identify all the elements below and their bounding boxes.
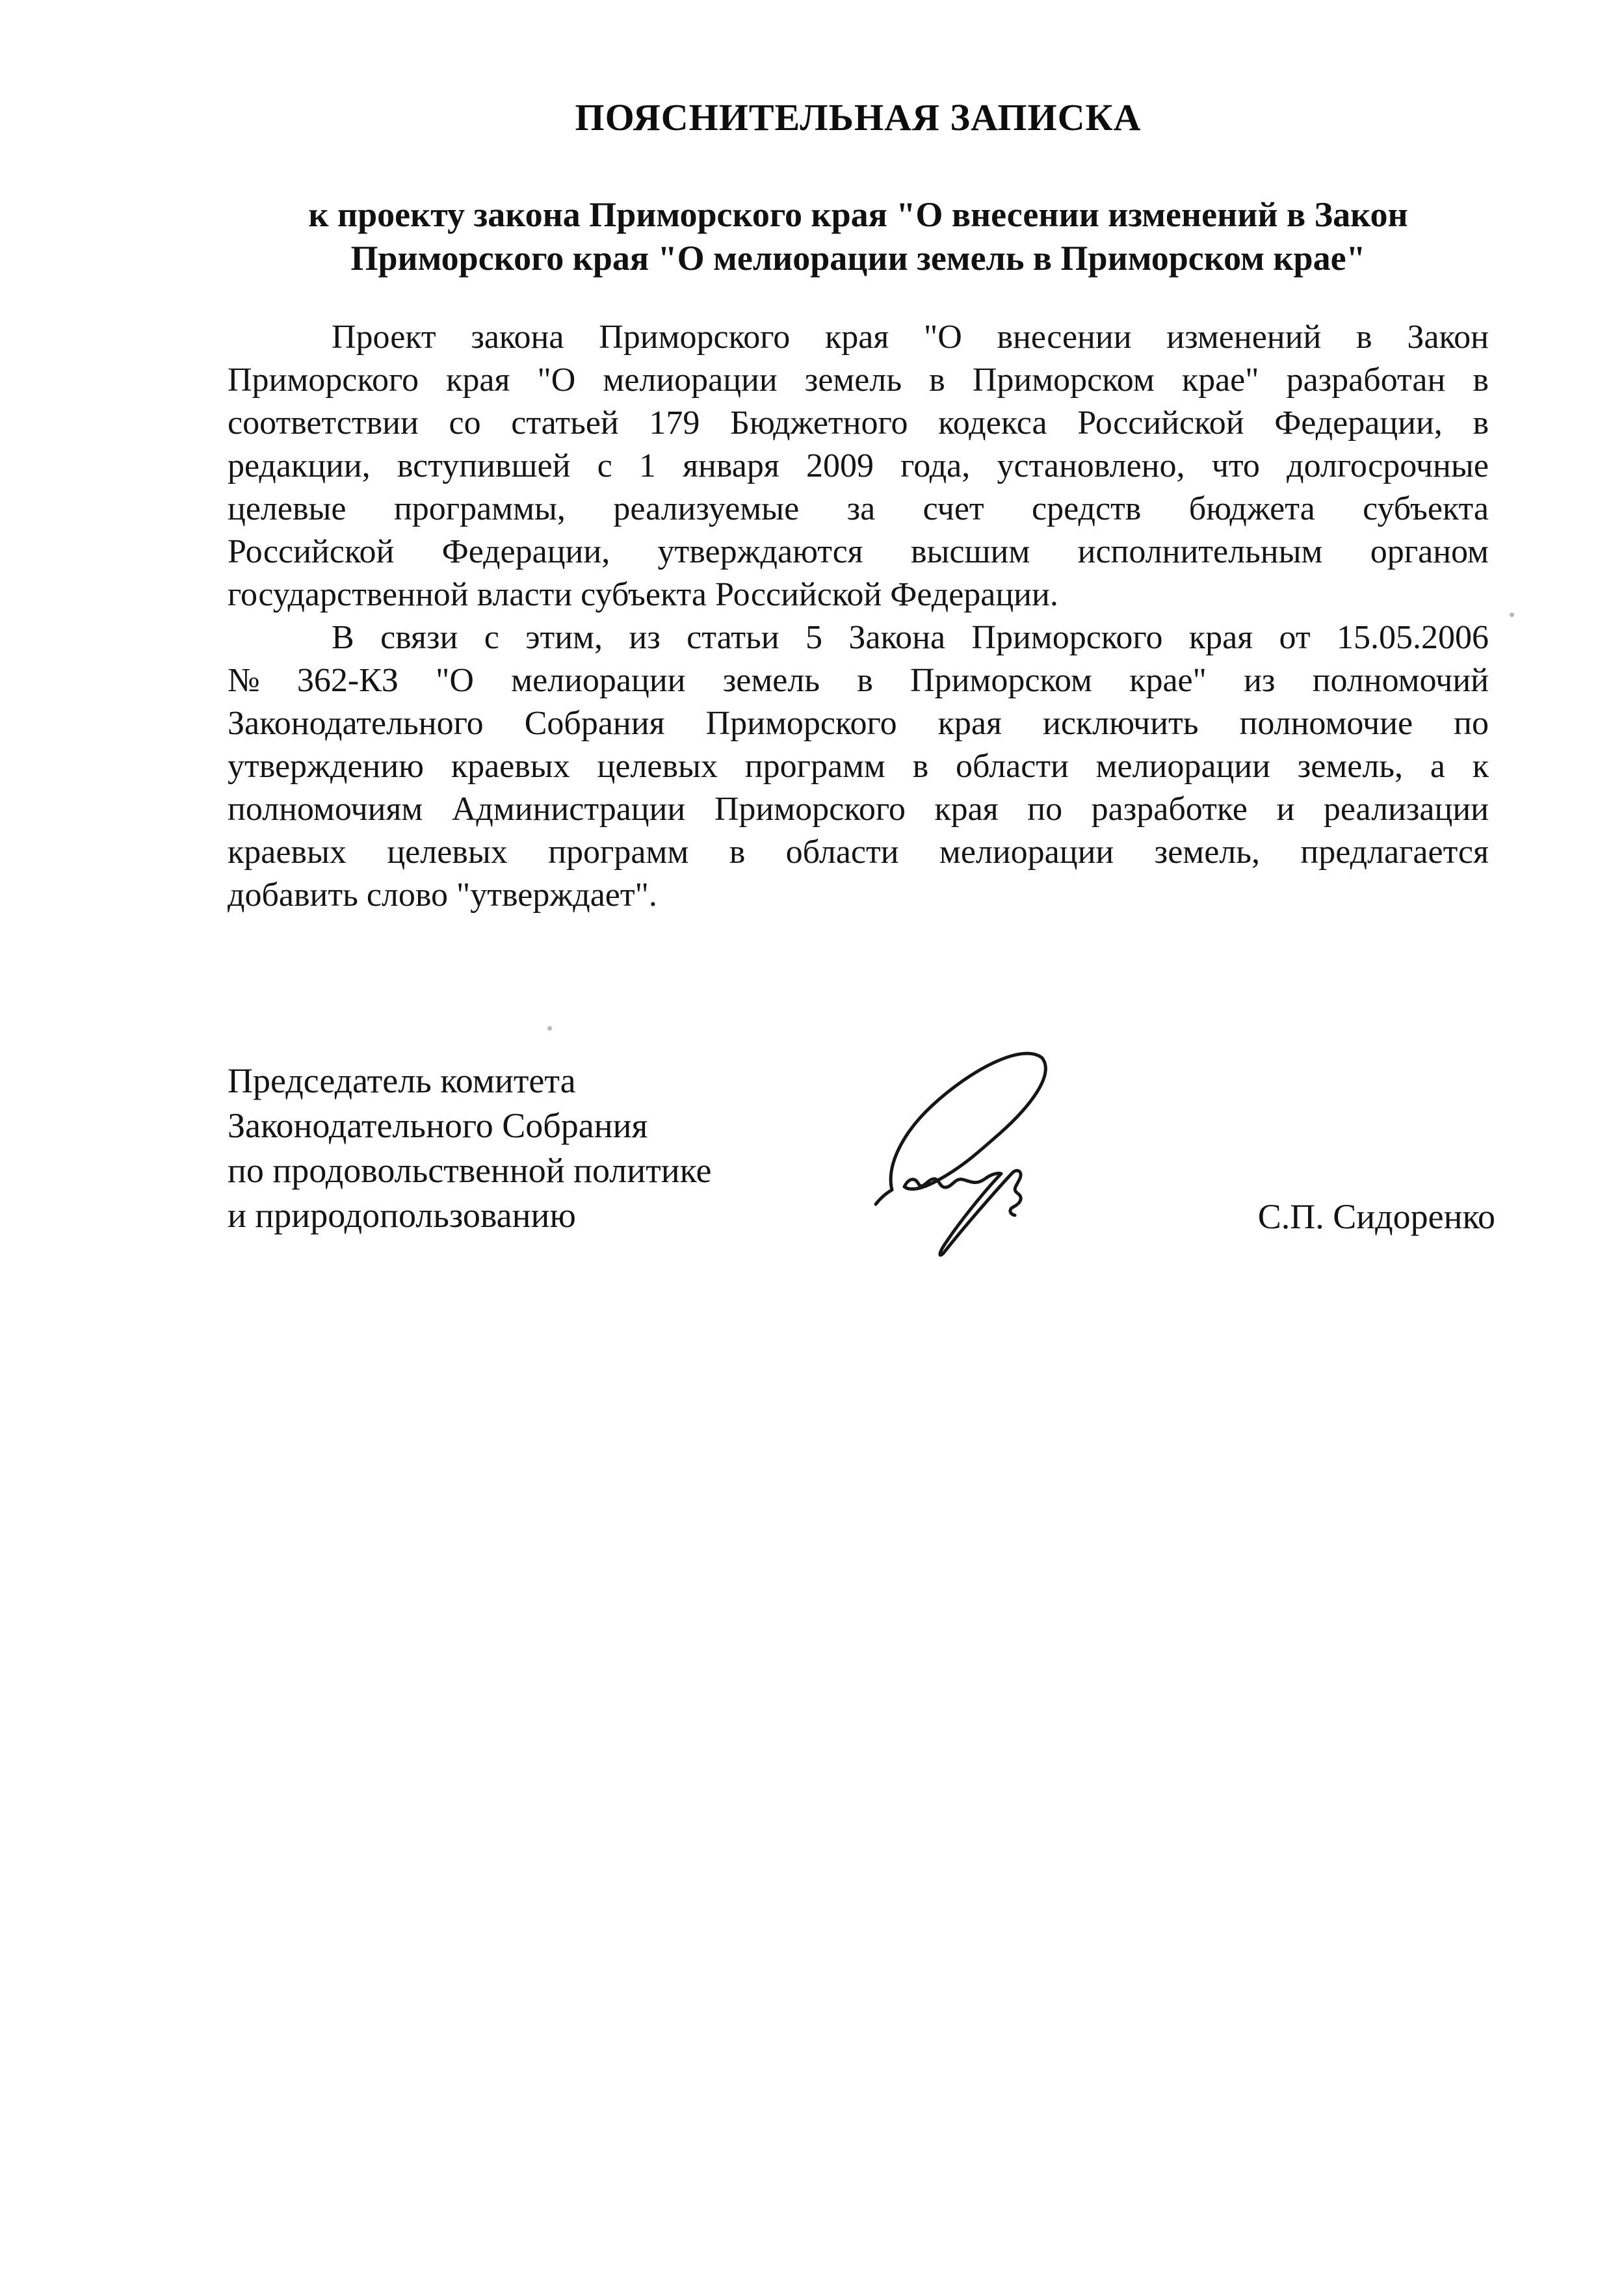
word: за	[846, 490, 876, 527]
word: крае"	[1181, 362, 1259, 399]
word: исключить	[1043, 705, 1199, 742]
word: утверждению	[228, 748, 425, 785]
word: со	[449, 404, 481, 442]
text-line	[228, 488, 1489, 531]
word: разработке	[1091, 791, 1248, 828]
word: крае"	[1129, 662, 1207, 699]
word: реализуемые	[613, 490, 800, 527]
word: с	[484, 619, 499, 656]
signee-name: С.П. Сидоренко	[1257, 1197, 1495, 1236]
word: земель	[804, 362, 902, 399]
word: "О	[537, 362, 576, 399]
scan-speck	[547, 1026, 552, 1031]
text-line	[228, 445, 1489, 488]
word: 179	[649, 404, 700, 442]
word: Бюджетного	[730, 404, 908, 442]
word: закона	[471, 319, 564, 356]
word: в	[729, 834, 746, 871]
word: субъекта	[1363, 490, 1489, 527]
word: соответствии	[228, 404, 419, 442]
word: реализации	[1323, 791, 1489, 828]
word: разработан	[1286, 362, 1446, 399]
subtitle-line: к проекту закона Приморского края "О внесении изменений в Закон	[308, 195, 1408, 234]
word: 2009	[805, 447, 874, 484]
word: 15.05.2006	[1336, 619, 1489, 656]
word: вступившей	[397, 447, 571, 484]
word: кодекса	[938, 404, 1047, 442]
word: статьи	[687, 619, 779, 656]
word: 5	[805, 619, 822, 656]
word: области	[956, 748, 1069, 785]
word: от	[1279, 619, 1311, 656]
word: утверждаются	[657, 533, 863, 570]
word: Приморского	[971, 619, 1163, 656]
word: года,	[900, 447, 971, 484]
word: программ	[548, 834, 689, 871]
word: мелиорации	[603, 362, 778, 399]
word: полномочий	[1312, 662, 1489, 699]
text-line	[228, 659, 1489, 702]
word: изменений	[1166, 319, 1322, 356]
word: полномочиям	[228, 791, 423, 828]
word: по	[1454, 705, 1489, 742]
text-line	[228, 316, 1489, 359]
text-line	[228, 702, 1489, 745]
word: в	[1473, 404, 1489, 442]
word: высшим	[910, 533, 1030, 570]
word: Приморского	[228, 362, 419, 399]
text-line	[228, 402, 1489, 445]
word: Закон	[1407, 319, 1489, 356]
text-line	[228, 616, 1489, 659]
word: в	[929, 362, 945, 399]
word: 1	[638, 447, 656, 484]
document-subtitle	[228, 193, 1489, 280]
word: целевых	[597, 748, 718, 785]
handwritten-signature-icon	[841, 1029, 1067, 1275]
word: мелиорации	[511, 662, 686, 699]
word: исполнительным	[1077, 533, 1323, 570]
word: этим,	[525, 619, 603, 656]
word: края	[934, 791, 999, 828]
word: из	[1244, 662, 1276, 699]
word: счет	[923, 490, 984, 527]
word: края	[937, 705, 1002, 742]
word: края	[1188, 619, 1253, 656]
text-line	[228, 745, 1489, 788]
word: "О	[436, 662, 474, 699]
word: что	[1211, 447, 1260, 484]
subtitle-line: Приморского края "О мелиорации земель в Приморском крае"	[350, 239, 1366, 278]
word: программ	[744, 748, 885, 785]
word: Приморского	[599, 319, 791, 356]
word: мелиорации	[939, 834, 1114, 871]
word: Проект	[332, 319, 436, 356]
word: Администрации	[451, 791, 686, 828]
word: связи	[380, 619, 458, 656]
body-text	[228, 316, 1489, 917]
word: предлагается	[1300, 834, 1489, 871]
word: мелиорации	[1095, 748, 1270, 785]
word: №	[228, 662, 260, 699]
word: края	[824, 319, 889, 356]
text-line: государственной власти субъекта Российской Федерации.	[228, 576, 1058, 613]
word: внесении	[997, 319, 1132, 356]
word: Приморском	[910, 662, 1092, 699]
word: в	[857, 662, 873, 699]
text-line	[228, 531, 1489, 574]
word: а	[1430, 748, 1445, 785]
word: "О	[923, 319, 962, 356]
word: средств	[1032, 490, 1142, 527]
word: Федерации,	[1274, 404, 1443, 442]
word: программы,	[393, 490, 566, 527]
word: в	[912, 748, 929, 785]
word: краевых	[451, 748, 570, 785]
word: органом	[1370, 533, 1489, 570]
word: редакции,	[228, 447, 371, 484]
word: статьей	[511, 404, 619, 442]
text-line	[228, 788, 1489, 831]
word: Федерации,	[441, 533, 610, 570]
word: и	[1276, 791, 1295, 828]
signatory-position-block	[228, 1059, 712, 1238]
document-title: ПОЯСНИТЕЛЬНАЯ ЗАПИСКА	[575, 96, 1142, 138]
word: января	[683, 447, 779, 484]
word: установлено,	[997, 447, 1185, 484]
word: бюджета	[1188, 490, 1315, 527]
word: в	[1356, 319, 1372, 356]
signatory-position-line: Законодательного Собрания	[228, 1106, 648, 1145]
word: Приморского	[705, 705, 897, 742]
word: в	[1473, 362, 1489, 399]
word: Российской	[228, 533, 395, 570]
word: полномочие	[1239, 705, 1413, 742]
word: Собрания	[524, 705, 665, 742]
word: земель,	[1154, 834, 1260, 871]
word: Приморского	[714, 791, 906, 828]
word: из	[629, 619, 661, 656]
word: Законодательного	[228, 705, 484, 742]
word: Приморском	[972, 362, 1155, 399]
word: с	[597, 447, 612, 484]
word: долгосрочные	[1287, 447, 1489, 484]
word: по	[1027, 791, 1063, 828]
word: области	[785, 834, 899, 871]
word: Закона	[848, 619, 946, 656]
word: В	[332, 619, 354, 656]
scan-speck	[1510, 613, 1514, 617]
word: 362-КЗ	[296, 662, 399, 699]
word: края	[446, 362, 510, 399]
signatory-position-line: Председатель комитета	[228, 1061, 576, 1100]
word: земель	[722, 662, 820, 699]
word: целевые	[228, 490, 347, 527]
word: к	[1472, 748, 1489, 785]
text-line	[228, 831, 1489, 874]
text-line: добавить слово "утверждает".	[228, 877, 657, 914]
word: Российской	[1077, 404, 1244, 442]
signatory-position-line: и природопользованию	[228, 1196, 576, 1235]
word: земель,	[1297, 748, 1404, 785]
text-line	[228, 359, 1489, 402]
word: целевых	[387, 834, 508, 871]
signatory-position-line: по продовольственной политике	[228, 1151, 712, 1190]
word: краевых	[228, 834, 347, 871]
